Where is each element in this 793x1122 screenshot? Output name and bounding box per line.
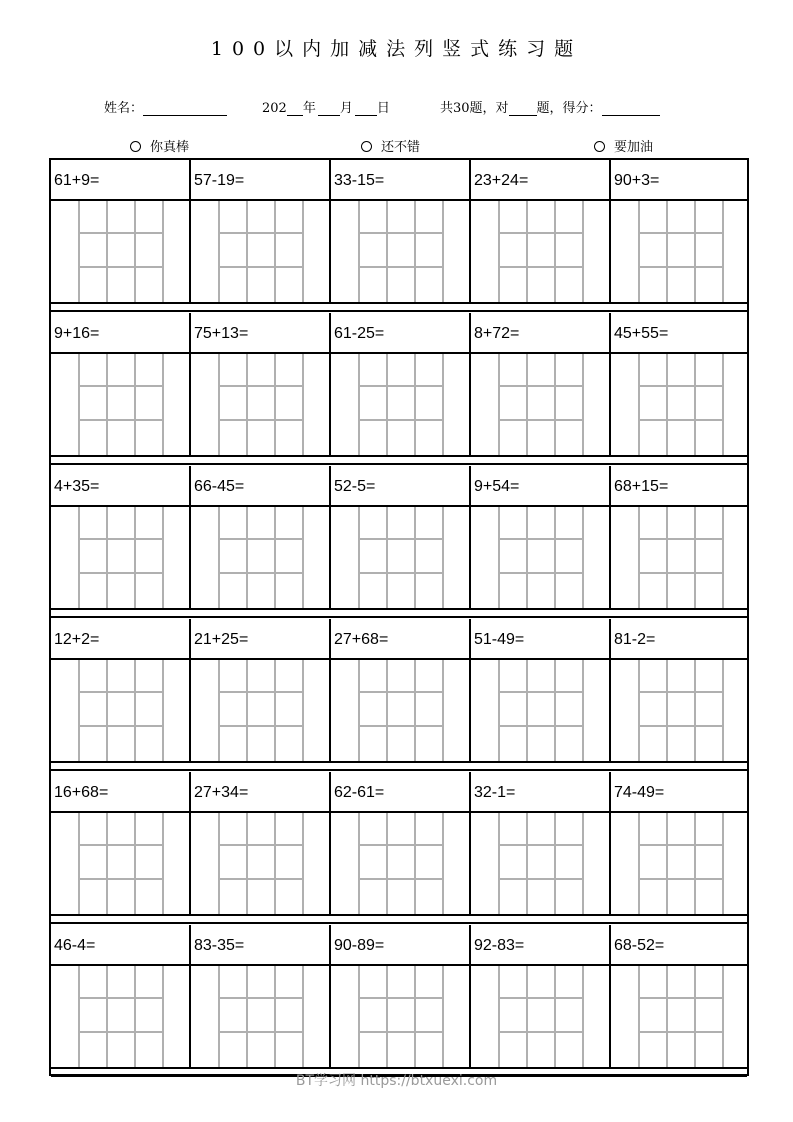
problem-expression: 9+16=: [51, 313, 189, 354]
problem-expression: 8+72=: [471, 313, 609, 354]
student-info-line: [0, 97, 793, 117]
row-separator: [51, 914, 747, 924]
vertical-calc-guide-lines: [611, 966, 749, 1067]
problem-expression: 9+54=: [471, 466, 609, 507]
problem-cell: [471, 313, 611, 455]
vertical-calc-guide-lines: [471, 507, 609, 608]
problem-cell: [331, 925, 471, 1067]
vertical-calc-guide-lines: [191, 507, 329, 608]
problem-cell: [191, 619, 331, 761]
problem-grid: [49, 158, 749, 1076]
problem-expression: 90+3=: [611, 160, 749, 201]
vertical-calc-guide-lines: [331, 660, 469, 761]
problem-expression: 90-89=: [331, 925, 469, 966]
vertical-calc-guide-lines: [51, 201, 189, 302]
vertical-calculation-box[interactable]: [51, 966, 189, 1067]
problem-cell: [611, 925, 751, 1067]
row-separator: [51, 455, 747, 465]
problem-cell: [331, 313, 471, 455]
vertical-calculation-box[interactable]: [191, 201, 329, 302]
rating-option-good[interactable]: [361, 136, 420, 155]
problem-cell: [191, 160, 331, 302]
vertical-calculation-box[interactable]: [51, 354, 189, 455]
circle-icon[interactable]: [594, 141, 605, 152]
row-separator: [51, 302, 747, 312]
vertical-calculation-box[interactable]: [51, 660, 189, 761]
problem-expression: 61-25=: [331, 313, 469, 354]
month-label: 月: [339, 101, 353, 116]
vertical-calc-guide-lines: [471, 966, 609, 1067]
vertical-calculation-box[interactable]: [331, 507, 469, 608]
vertical-calculation-box[interactable]: [471, 966, 609, 1067]
row-separator: [51, 608, 747, 618]
vertical-calc-guide-lines: [331, 354, 469, 455]
vertical-calculation-box[interactable]: [51, 201, 189, 302]
year-prefix: 202: [262, 101, 287, 116]
year-label: 年: [302, 101, 316, 116]
problem-cell: [611, 466, 751, 608]
problem-row: [51, 619, 747, 761]
vertical-calculation-box[interactable]: [191, 813, 329, 914]
vertical-calc-guide-lines: [51, 354, 189, 455]
problem-expression: 27+68=: [331, 619, 469, 660]
score-blank[interactable]: [602, 102, 660, 116]
vertical-calc-guide-lines: [611, 813, 749, 914]
problem-expression: 21+25=: [191, 619, 329, 660]
vertical-calc-guide-lines: [471, 813, 609, 914]
vertical-calculation-box[interactable]: [471, 201, 609, 302]
problem-row: [51, 313, 747, 455]
problem-cell: [611, 160, 751, 302]
vertical-calculation-box[interactable]: [331, 201, 469, 302]
problem-expression: 61+9=: [51, 160, 189, 201]
problem-expression: 57-19=: [191, 160, 329, 201]
vertical-calc-guide-lines: [611, 354, 749, 455]
problem-cell: [471, 466, 611, 608]
vertical-calculation-box[interactable]: [191, 966, 329, 1067]
vertical-calc-guide-lines: [191, 660, 329, 761]
vertical-calc-guide-lines: [51, 660, 189, 761]
vertical-calc-guide-lines: [191, 813, 329, 914]
name-label: 姓名：: [104, 101, 144, 116]
problem-expression: 27+34=: [191, 772, 329, 813]
problem-expression: 52-5=: [331, 466, 469, 507]
vertical-calculation-box[interactable]: [331, 354, 469, 455]
problem-expression: 51-49=: [471, 619, 609, 660]
problem-row: [51, 466, 747, 608]
problem-expression: 75+13=: [191, 313, 329, 354]
name-field[interactable]: [104, 97, 227, 116]
rating-option-great[interactable]: [130, 136, 189, 155]
vertical-calculation-box[interactable]: [611, 507, 749, 608]
problem-row: [51, 160, 747, 302]
problem-cell: [611, 619, 751, 761]
month-blank[interactable]: [318, 102, 340, 116]
vertical-calculation-box[interactable]: [331, 660, 469, 761]
vertical-calc-guide-lines: [611, 660, 749, 761]
vertical-calc-guide-lines: [191, 354, 329, 455]
date-field: [262, 97, 390, 116]
vertical-calculation-box[interactable]: [471, 354, 609, 455]
name-blank[interactable]: [143, 102, 227, 116]
rating-option-try-harder[interactable]: [594, 136, 653, 155]
vertical-calculation-box[interactable]: [471, 660, 609, 761]
vertical-calc-guide-lines: [51, 507, 189, 608]
row-separator: [51, 761, 747, 771]
footer-watermark: BT学习网 https://btxuexi.com: [295, 1073, 498, 1089]
vertical-calculation-box[interactable]: [51, 507, 189, 608]
vertical-calculation-box[interactable]: [51, 813, 189, 914]
problem-cell: [611, 313, 751, 455]
vertical-calculation-box[interactable]: [471, 813, 609, 914]
vertical-calculation-box[interactable]: [611, 966, 749, 1067]
circle-icon[interactable]: [361, 141, 372, 152]
problem-expression: 92-83=: [471, 925, 609, 966]
correct-count-blank[interactable]: [509, 102, 537, 116]
problem-expression: 68-52=: [611, 925, 749, 966]
vertical-calculation-box[interactable]: [611, 201, 749, 302]
vertical-calc-guide-lines: [471, 201, 609, 302]
problem-cell: [331, 772, 471, 914]
problem-cell: [471, 160, 611, 302]
problem-cell: [191, 466, 331, 608]
problem-expression: 12+2=: [51, 619, 189, 660]
vertical-calculation-box[interactable]: [471, 507, 609, 608]
problem-cell: [331, 160, 471, 302]
problem-expression: 83-35=: [191, 925, 329, 966]
rating-label: 你真棒: [150, 140, 190, 155]
problem-cell: [191, 313, 331, 455]
problem-cell: [331, 619, 471, 761]
problem-cell: [191, 925, 331, 1067]
problem-cell: [471, 619, 611, 761]
year-blank[interactable]: [287, 102, 303, 116]
vertical-calc-guide-lines: [331, 813, 469, 914]
vertical-calculation-box[interactable]: [611, 354, 749, 455]
problem-expression: 23+24=: [471, 160, 609, 201]
total-suffix: 题，得分：: [536, 101, 602, 116]
day-blank[interactable]: [355, 102, 377, 116]
rating-label: 还不错: [381, 140, 421, 155]
problem-expression: 81-2=: [611, 619, 749, 660]
vertical-calculation-box[interactable]: [611, 660, 749, 761]
score-field: [440, 97, 660, 116]
problem-cell: [191, 772, 331, 914]
vertical-calculation-box[interactable]: [191, 660, 329, 761]
circle-icon[interactable]: [130, 141, 141, 152]
vertical-calc-guide-lines: [191, 966, 329, 1067]
vertical-calc-guide-lines: [51, 966, 189, 1067]
vertical-calc-guide-lines: [331, 201, 469, 302]
vertical-calc-guide-lines: [331, 966, 469, 1067]
vertical-calculation-box[interactable]: [191, 507, 329, 608]
vertical-calc-guide-lines: [51, 813, 189, 914]
vertical-calc-guide-lines: [471, 660, 609, 761]
problem-expression: 74-49=: [611, 772, 749, 813]
problem-expression: 45+55=: [611, 313, 749, 354]
vertical-calculation-box[interactable]: [331, 813, 469, 914]
problem-cell: [51, 466, 191, 608]
page-title: 100以内加减法列竖式练习题: [210, 38, 583, 60]
vertical-calc-guide-lines: [471, 354, 609, 455]
vertical-calculation-box[interactable]: [611, 813, 749, 914]
problem-expression: 32-1=: [471, 772, 609, 813]
problem-expression: 68+15=: [611, 466, 749, 507]
vertical-calculation-box[interactable]: [331, 966, 469, 1067]
problem-row: [51, 772, 747, 914]
problem-cell: [51, 313, 191, 455]
vertical-calc-guide-lines: [191, 201, 329, 302]
problem-cell: [51, 619, 191, 761]
problem-cell: [51, 925, 191, 1067]
vertical-calculation-box[interactable]: [191, 354, 329, 455]
problem-expression: 16+68=: [51, 772, 189, 813]
problem-cell: [471, 772, 611, 914]
vertical-calc-guide-lines: [611, 201, 749, 302]
problem-expression: 62-61=: [331, 772, 469, 813]
problem-expression: 33-15=: [331, 160, 469, 201]
day-label: 日: [376, 101, 390, 116]
vertical-calc-guide-lines: [611, 507, 749, 608]
total-prefix: 共30题，对: [440, 101, 509, 116]
problem-cell: [331, 466, 471, 608]
problem-cell: [471, 925, 611, 1067]
problem-expression: 46-4=: [51, 925, 189, 966]
problem-cell: [51, 772, 191, 914]
vertical-calc-guide-lines: [331, 507, 469, 608]
problem-row: [51, 925, 747, 1067]
problem-expression: 4+35=: [51, 466, 189, 507]
problem-expression: 66-45=: [191, 466, 329, 507]
problem-cell: [611, 772, 751, 914]
self-rating-row: [0, 136, 793, 154]
problem-cell: [51, 160, 191, 302]
rating-label: 要加油: [614, 140, 654, 155]
